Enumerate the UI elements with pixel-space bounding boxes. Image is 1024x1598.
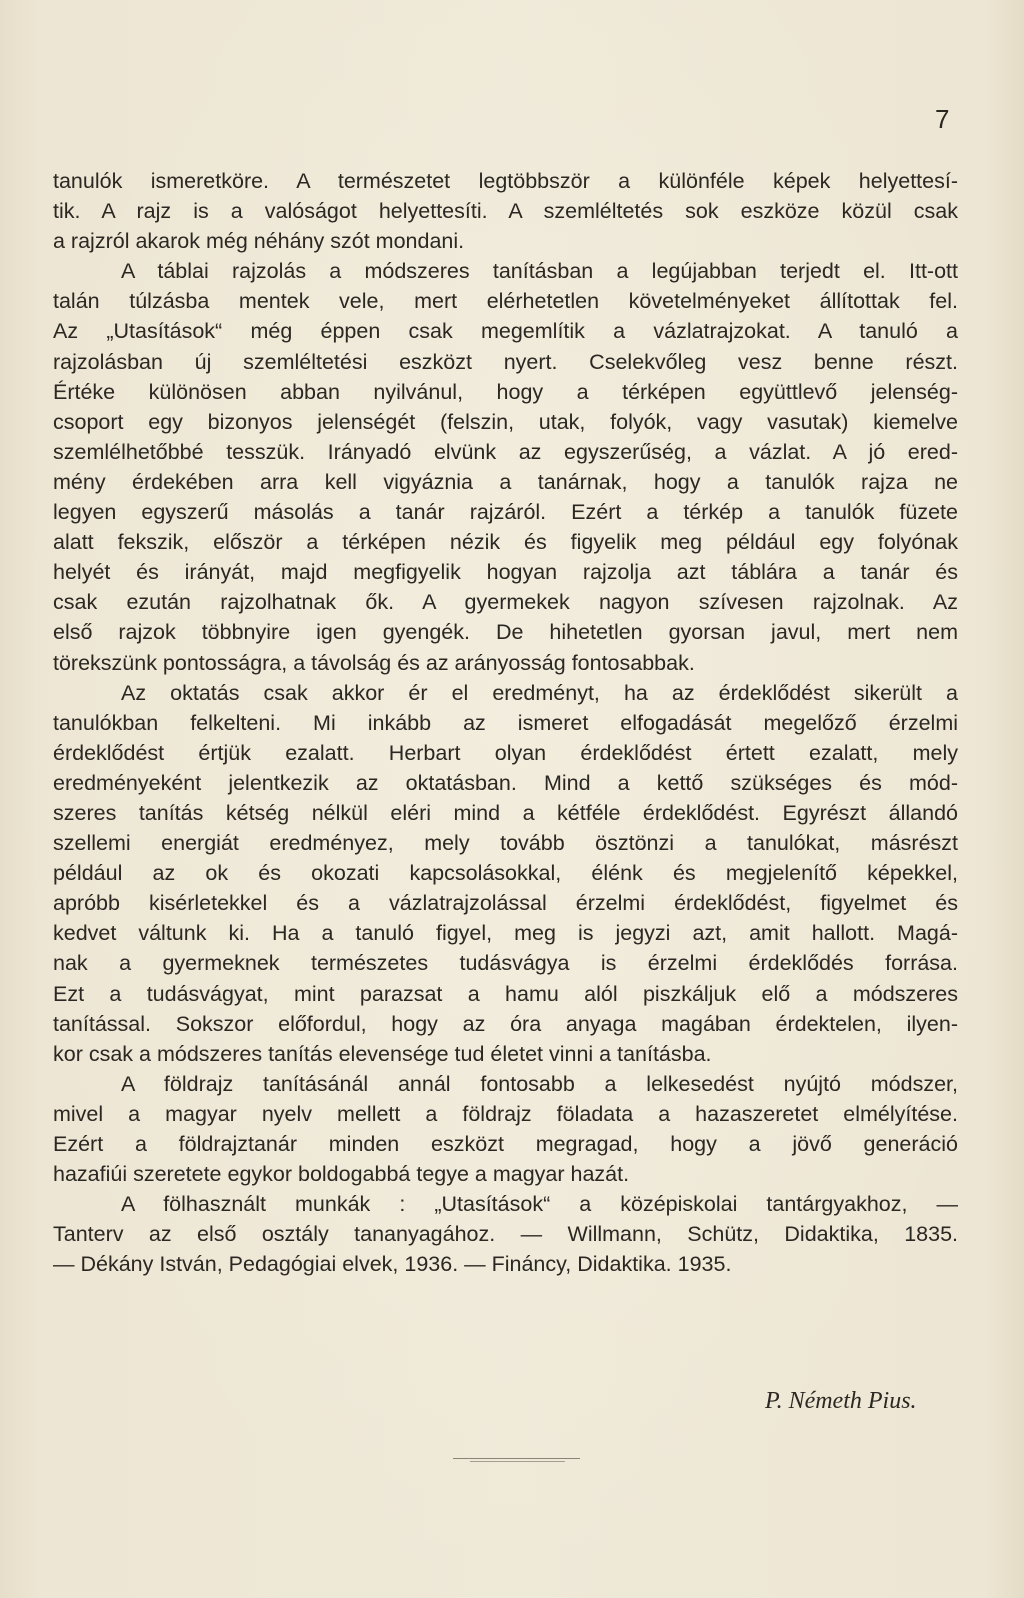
text-line: tanítással. Sokszor előfordul, hogy az óra anyaga magában érdektelen, ilyen- [53, 1011, 958, 1036]
text-line: törekszünk pontosságra, a távolság és az arányosság fontosabbak. [53, 650, 695, 675]
text-line: apróbb kisérletekkel és a vázlatrajzolással érzelmi érdeklődést, figyelmet és [53, 891, 958, 916]
text-line: kor csak a módszeres tanítás elevensége tud életet vinni a tanításba. [53, 1041, 712, 1066]
text-line: első rajzok többnyire igen gyengék. De hihetetlen gyorsan javul, mert nem [53, 620, 958, 645]
text-line: — Dékány István, Pedagógiai elvek, 1936. — Fináncy, Didaktika. 1935. [53, 1252, 732, 1277]
text-line: talán túlzásba mentek vele, mert elérhetetlen követelményeket állítottak fel. [53, 289, 958, 314]
text-line: Az oktatás csak akkor ér el eredményt, ha az érdeklődést sikerült a [121, 680, 958, 705]
text-line: legyen egyszerű másolás a tanár rajzáról. Ezért a térkép a tanulók füzete [53, 500, 958, 525]
text-line: szeres tanítás kétség nélkül eléri mind a kétféle érdeklődést. Egyrészt állandó [53, 800, 958, 825]
text-line: Az „Utasítások“ még éppen csak megemlítik a vázlatrajzokat. A tanuló a [53, 319, 958, 344]
text-line: szemlélhetőbbé tesszük. Irányadó elvünk az egyszerűség, a vázlat. A jó ered- [53, 439, 958, 464]
text-line: érdeklődést értjük ezalatt. Herbart olyan érdeklődést értett ezalatt, mely [53, 740, 958, 765]
text-line: Értéke különösen abban nyilvánul, hogy a térképen együttlevő jelenség- [53, 379, 958, 404]
text-line: csoport egy bizonyos jelenségét (felszin, utak, folyók, vagy vasutak) kiemelve [53, 409, 958, 434]
text-line: Ezért a földrajztanár minden eszközt megragad, hogy a jövő generáció [53, 1132, 958, 1156]
ornamental-rule [453, 1458, 580, 1459]
body-text [53, 166, 958, 1279]
text-line: mény érdekében arra kell vigyáznia a tanárnak, hogy a tanulók rajza ne [53, 469, 958, 494]
text-line: nak a gyermeknek természetes tudásvágya is érzelmi érdeklődés forrása. [53, 951, 958, 976]
text-line: mivel a magyar nyelv mellett a földrajz föladata a hazaszeretet elmélyítése. [53, 1101, 958, 1126]
text-line: tik. A rajz is a valóságot helyettesíti. A szemléltetés sok eszköze közül csak [53, 199, 958, 224]
text-line: A fölhasznált munkák : „Utasítások“ a középiskolai tantárgyakhoz, — [121, 1192, 958, 1217]
text-line: alatt fekszik, először a térképen nézik és figyelik meg például egy folyónak [53, 530, 958, 555]
text-line: rajzolásban új szemléltetési eszközt nyert. Cselekvőleg vesz benne részt. [53, 349, 958, 374]
text-line: például az ok és okozati kapcsolásokkal, élénk és megjelenítő képekkel, [53, 861, 958, 886]
text-line: csak ezután rajzolhatnak ők. A gyermekek nagyon szívesen rajzolnak. Az [53, 590, 958, 615]
text-line: tanulók ismeretköre. A természetet legtöbbször a különféle képek helyettesí- [53, 169, 958, 193]
text-line: a rajzról akarok még néhány szót mondani. [53, 229, 465, 254]
signature: P. Németh Pius. [765, 1388, 917, 1414]
page-number: 7 [935, 104, 950, 134]
text-line: szellemi energiát eredményez, mely tovább ösztönzi a tanulókat, másrészt [53, 831, 958, 856]
text-line: A táblai rajzolás a módszeres tanításban a legújabban terjedt el. Itt-ott [121, 259, 958, 284]
text-line: Ezt a tudásvágyat, mint parazsat a hamu alól piszkáljuk elő a módszeres [53, 981, 958, 1006]
text-line: Tanterv az első osztály tananyagához. — Willmann, Schütz, Didaktika, 1835. [53, 1222, 958, 1247]
ornamental-rule-secondary [470, 1461, 565, 1462]
text-line: tanulókban felkelteni. Mi inkább az ismeret elfogadását megelőző érzelmi [53, 710, 958, 735]
text-line: hazafiúi szeretete egykor boldogabbá tegye a magyar hazát. [53, 1162, 630, 1187]
text-line: helyét és irányát, majd megfigyelik hogyan rajzolja azt táblára a tanár és [53, 560, 958, 585]
text-line: A földrajz tanításánál annál fontosabb a lelkesedést nyújtó módszer, [121, 1071, 958, 1096]
text-line: kedvet váltunk ki. Ha a tanuló figyel, meg is jegyzi azt, amit hallott. Magá- [53, 921, 958, 946]
text-line: eredményeként jelentkezik az oktatásban. Mind a kettő szükséges és mód- [53, 770, 958, 795]
